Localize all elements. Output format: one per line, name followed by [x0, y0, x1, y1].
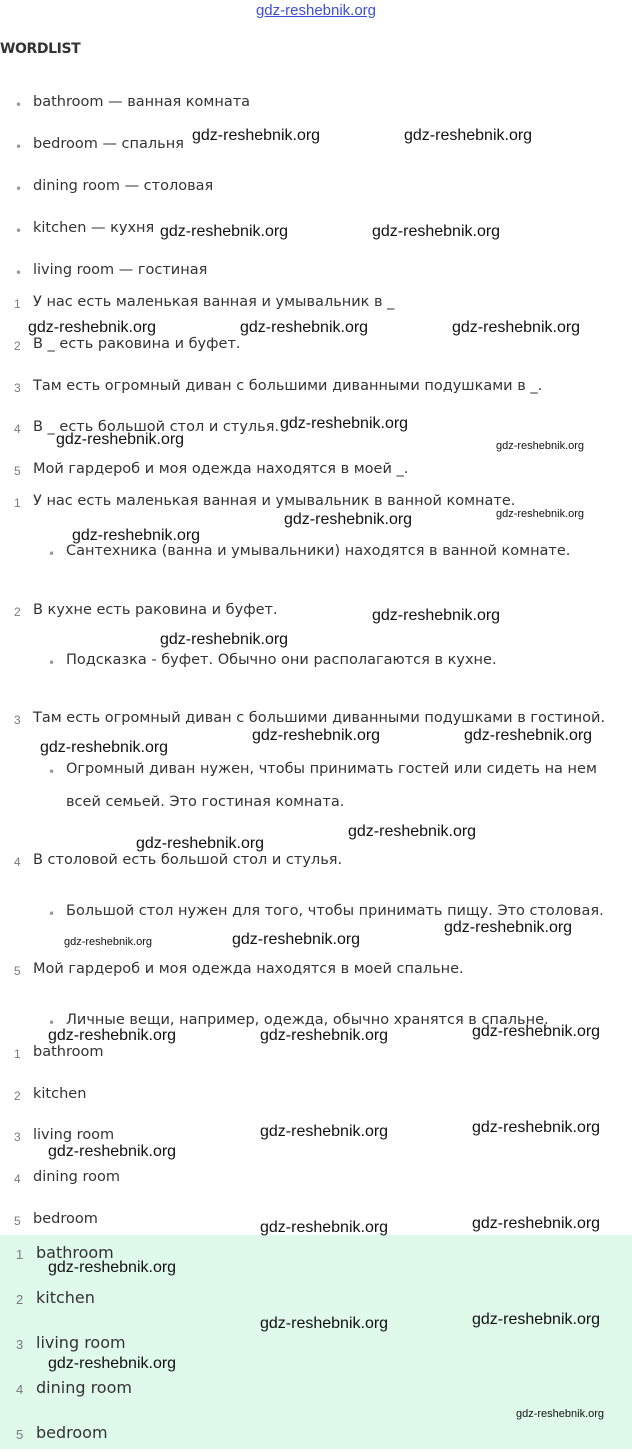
watermark: gdz-reshebnik.org: [48, 1355, 177, 1372]
watermark: gdz-reshebnik.org: [260, 1315, 389, 1332]
site-watermark-link[interactable]: gdz-reshebnik.org: [255, 2, 377, 19]
watermark: gdz-reshebnik.org: [72, 527, 201, 544]
watermark: gdz-reshebnik.org: [452, 319, 581, 336]
watermark: gdz-reshebnik.org: [496, 440, 585, 452]
watermark: gdz-reshebnik.org: [160, 223, 289, 240]
watermark: gdz-reshebnik.org: [464, 727, 593, 744]
watermark: gdz-reshebnik.org: [472, 1311, 601, 1328]
watermark: gdz-reshebnik.org: [444, 919, 573, 936]
watermark: gdz-reshebnik.org: [472, 1119, 601, 1136]
watermark: gdz-reshebnik.org: [472, 1023, 601, 1040]
watermark: gdz-reshebnik.org: [28, 319, 157, 336]
bullet-icon: •: [15, 182, 23, 196]
watermark: gdz-reshebnik.org: [252, 727, 381, 744]
watermark: gdz-reshebnik.org: [496, 508, 585, 520]
bullet-icon: •: [48, 907, 56, 921]
watermark: gdz-reshebnik.org: [48, 1143, 177, 1160]
page-title: WORDLIST: [0, 41, 81, 57]
watermark: gdz-reshebnik.org: [260, 1123, 389, 1140]
bullet-icon: •: [48, 656, 56, 670]
watermark: gdz-reshebnik.org: [516, 1408, 605, 1420]
watermark: gdz-reshebnik.org: [48, 1259, 177, 1276]
bullet-icon: •: [15, 98, 23, 112]
bullet-icon: •: [15, 224, 23, 238]
watermark: gdz-reshebnik.org: [160, 631, 289, 648]
watermark: gdz-reshebnik.org: [472, 1215, 601, 1232]
watermark: gdz-reshebnik.org: [232, 931, 361, 948]
watermark: gdz-reshebnik.org: [64, 936, 153, 948]
watermark: gdz-reshebnik.org: [372, 607, 501, 624]
watermark: gdz-reshebnik.org: [280, 415, 409, 432]
bullet-icon: •: [15, 140, 23, 154]
watermark: gdz-reshebnik.org: [260, 1027, 389, 1044]
watermark: gdz-reshebnik.org: [192, 127, 321, 144]
watermark: gdz-reshebnik.org: [40, 739, 169, 756]
watermark: gdz-reshebnik.org: [48, 1027, 177, 1044]
watermark: gdz-reshebnik.org: [284, 511, 413, 528]
bullet-icon: •: [48, 765, 56, 779]
bullet-icon: •: [15, 266, 23, 280]
watermark: gdz-reshebnik.org: [56, 431, 185, 448]
bullet-icon: •: [48, 1016, 56, 1030]
watermark: gdz-reshebnik.org: [404, 127, 533, 144]
watermark: gdz-reshebnik.org: [136, 835, 265, 852]
watermark: gdz-reshebnik.org: [240, 319, 369, 336]
watermark: gdz-reshebnik.org: [260, 1219, 389, 1236]
watermark: gdz-reshebnik.org: [348, 823, 477, 840]
watermark: gdz-reshebnik.org: [372, 223, 501, 240]
bullet-icon: •: [48, 547, 56, 561]
